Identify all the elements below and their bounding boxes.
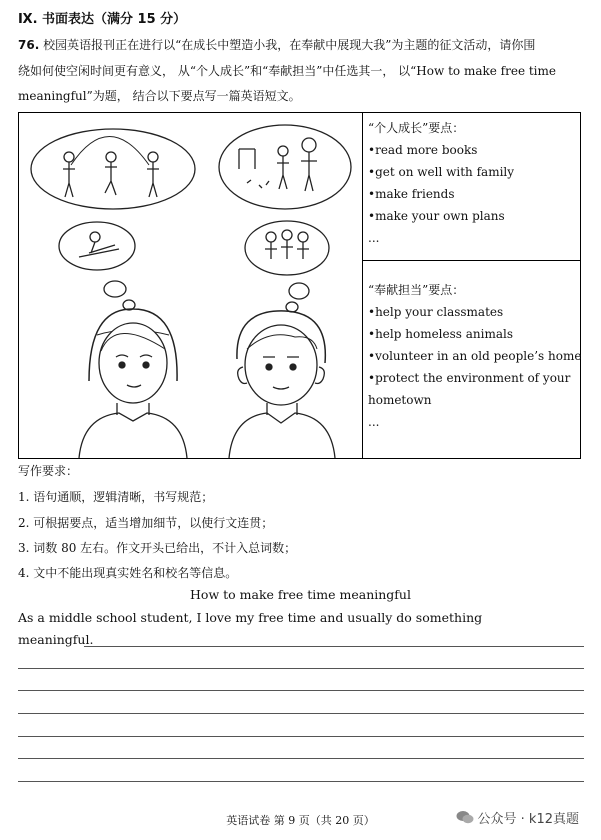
girl-figure [79,309,187,458]
growth-item: •read more books [368,143,478,157]
essay-opening-line-1: As a middle school student, I love my free time and usually do something [18,610,483,625]
contribution-heading: “奉献担当”要点： [368,283,465,297]
question-line-2: 绕如何使空闲时间更有意义， 从“个人成长”和“奉献担当”中任选其一， 以“How to make free time [18,64,556,78]
question-text-1: 校园英语报刊正在进行以“在成长中塑造小我，在奉献中展现大我”为主题的征文活动，请你围 [43,38,536,52]
wechat-icon [456,810,474,829]
section-title: Ⅸ. 书面表达（满分 15 分） [18,12,187,27]
growth-item: •get on well with family [368,165,515,179]
essay-title: How to make free time meaningful [190,587,411,602]
growth-item: ... [368,231,380,245]
prompt-table [18,112,581,459]
contribution-item: •volunteer in an old people’s home [368,349,582,363]
thought-bubble-jump-rope [31,129,195,209]
watermark-text: 公众号 · k12真题 [477,812,579,827]
personal-growth-points [363,113,580,261]
contribution-item: hometown [368,393,432,407]
contribution-item: •help homeless animals [368,327,513,341]
writing-line[interactable] [18,690,584,691]
illustration [19,113,363,458]
growth-item: •make friends [368,187,455,201]
contribution-points [363,261,580,458]
writing-line[interactable] [18,713,584,714]
requirement-item: 4. 文中不能出现真实姓名和校名等信息。 [18,566,238,580]
writing-line[interactable] [84,646,584,647]
requirement-item: 2. 可根据要点，适当增加细节，以使行文连贯； [18,516,274,530]
contribution-item: •help your classmates [368,305,504,319]
watermark [456,808,579,829]
thought-bubble-reading [59,222,135,270]
contribution-item: ... [368,415,380,429]
writing-line[interactable] [18,668,584,669]
essay-opening-line-2: meaningful. [18,632,94,647]
question-number: 76. [18,38,40,52]
question-line-3: meaningful”为题， 结合以下要点写一篇英语短文。 [18,89,301,103]
illustration-svg [19,113,362,458]
requirement-item: 3. 词数 80 左右。作文开头已给出，不计入总词数； [18,541,297,555]
requirements-heading: 写作要求： [18,464,79,478]
question-line-1 [18,37,535,53]
growth-item: •make your own plans [368,209,505,223]
boy-figure [229,311,335,458]
writing-line[interactable] [18,736,584,737]
requirement-item: 1. 语句通顺，逻辑清晰，书写规范； [18,490,214,504]
writing-line[interactable] [18,758,584,759]
page-footer: 英语试卷 第 9 页（共 20 页） [226,814,375,827]
contribution-item: •protect the environment of your [368,371,571,385]
writing-line[interactable] [18,781,584,782]
growth-heading: “个人成长”要点： [368,121,465,135]
